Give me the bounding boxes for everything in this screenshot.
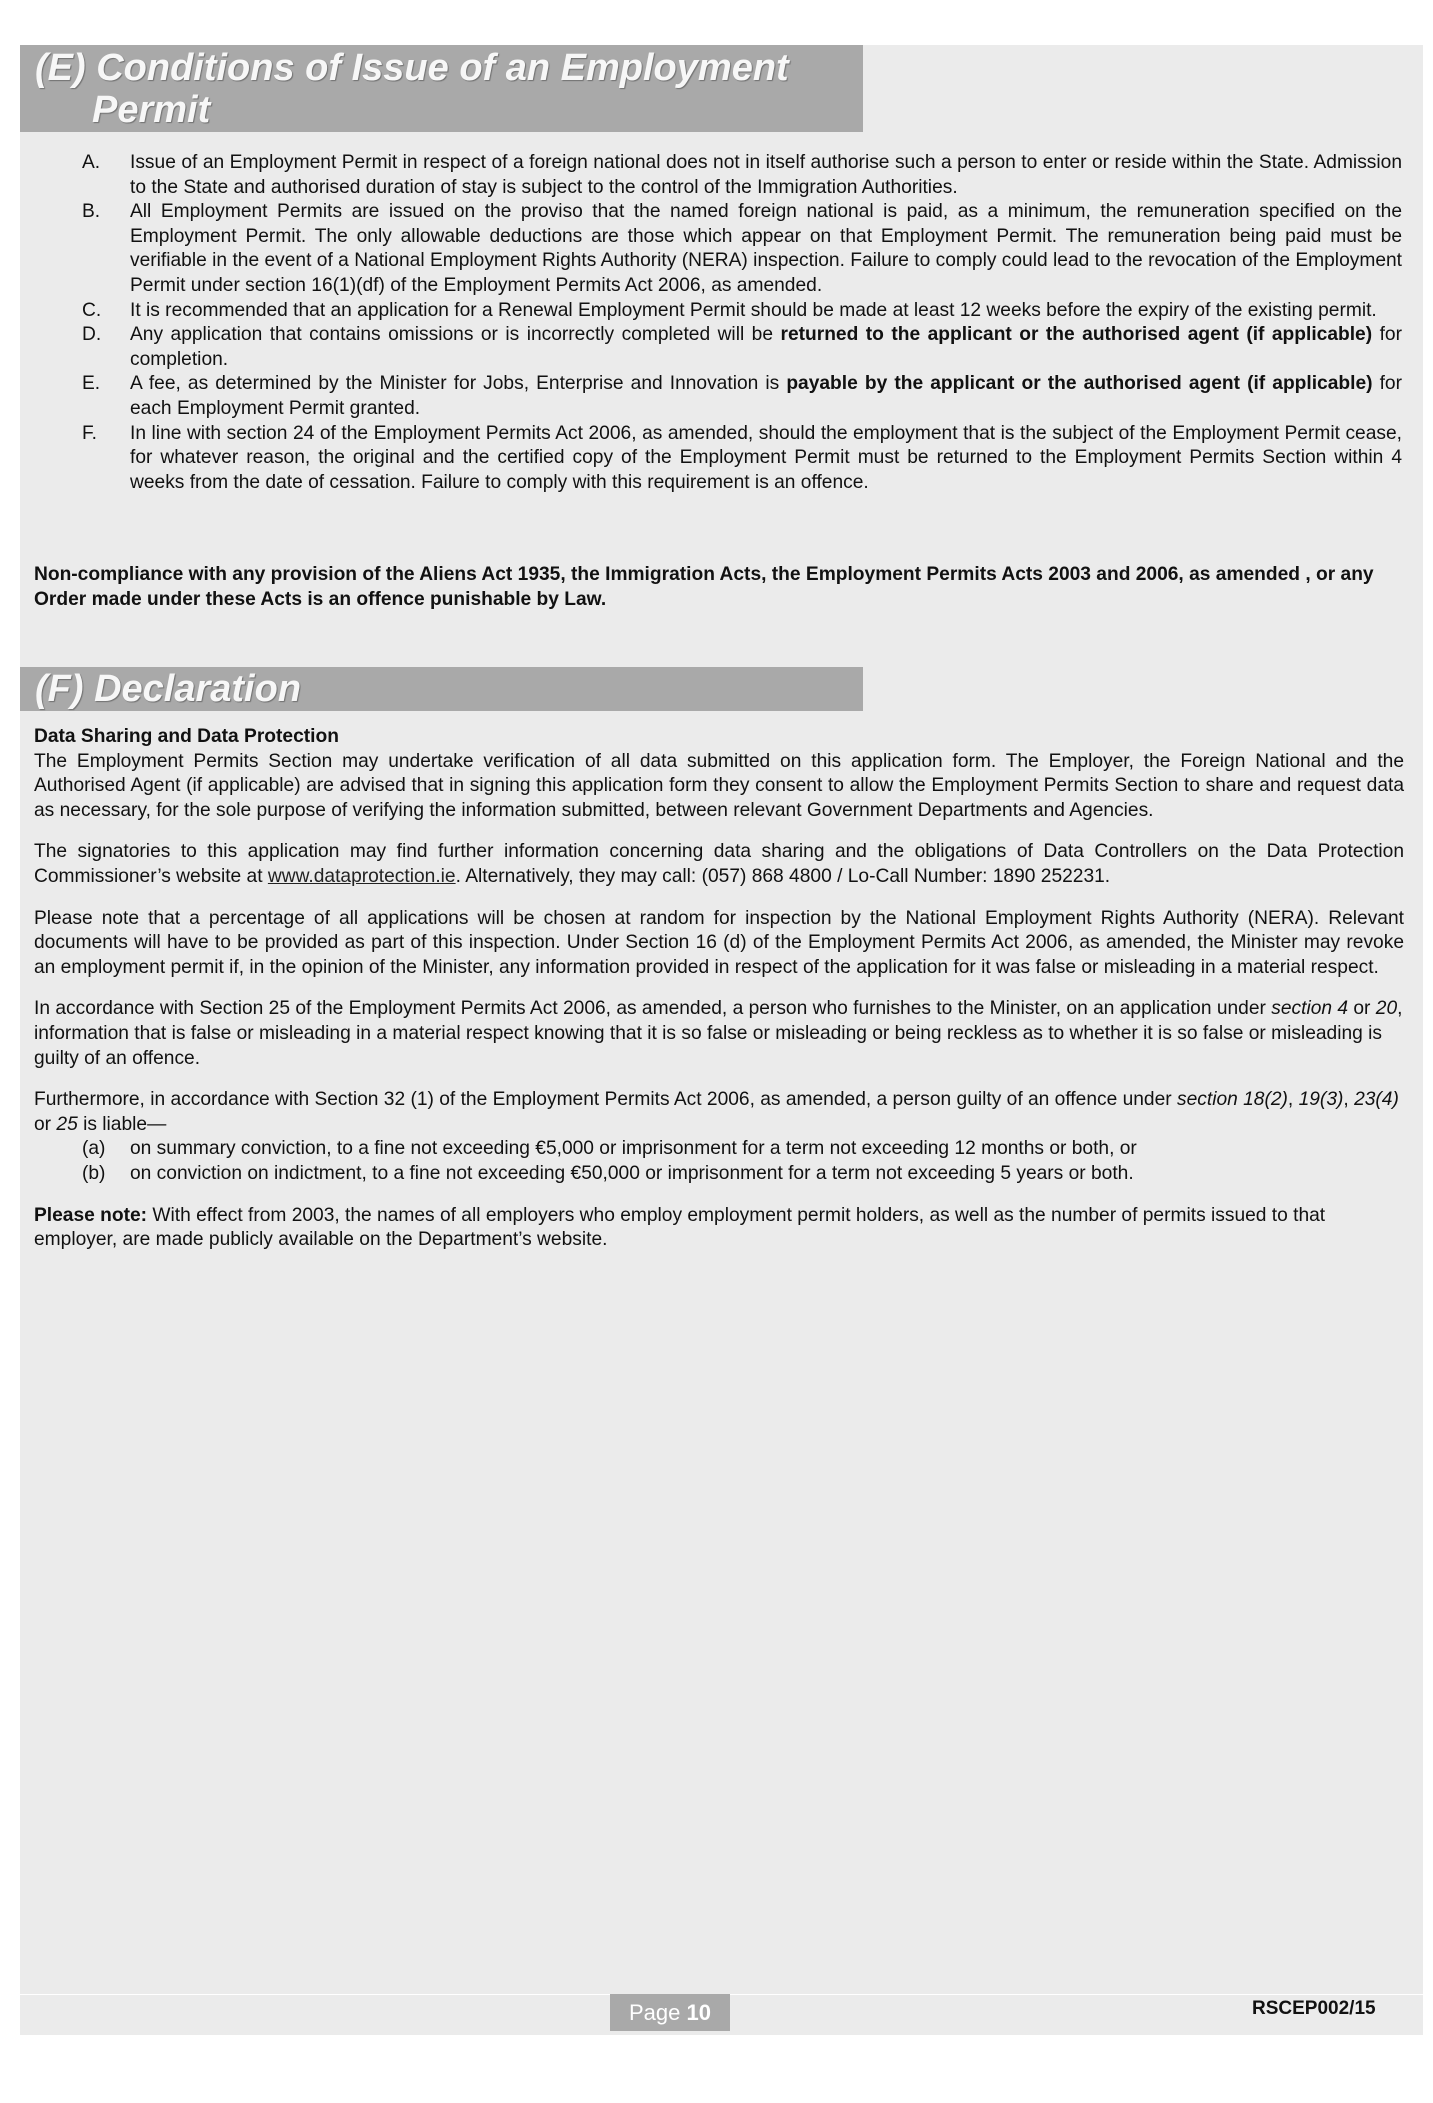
condition-letter: F. <box>82 422 97 444</box>
condition-letter: C. <box>82 299 102 321</box>
condition-bold-text: returned to the applicant or the authorised agent (if applicable) <box>780 324 1373 346</box>
data-protection-subheading: Data Sharing and Data Protection <box>34 726 339 747</box>
section-e-header <box>20 45 863 132</box>
please-note-paragraph <box>34 1204 1404 1253</box>
declaration-paragraph <box>34 1088 1404 1137</box>
declaration-paragraph <box>34 840 1404 889</box>
condition-text: All Employment Permits are issued on the proviso that the named foreign national is paid, as a minimum, the remuneration specified on the Employment Permit. The only allowable deductions are those which appear on that Employment Permit. The remuneration being paid must be verifiable in the event of a National Employment Rights Authority (NERA) inspection. Failure to comply could lead to the revocation of the Employment Permit under section 16(1)(df) of the Employment Permits Act 2006, as amended. <box>130 201 1402 296</box>
section-reference: 19(3) <box>1298 1089 1344 1111</box>
please-note-text: With effect from 2003, the names of all employers who employ employment permit holders, as well as the number of permits issued to that employer, are made publicly available on the Department’s website. <box>34 1204 1326 1251</box>
declaration-paragraph: Please note that a percentage of all applications will be chosen at random for inspection by the National Employment Rights Authority (NERA). Relevant documents will have to be provided as part of this inspection. Under Section 16 (d) of the Employment Permits Act 2006, as amended, the Minister may revoke an employment permit if, in the opinion of the Minister, any information provided in respect of the application for it was false or misleading in a material respect. <box>34 907 1404 978</box>
section-f-title: (F) Declaration <box>35 668 302 710</box>
data-protection-link[interactable]: www.dataprotection.ie <box>267 865 456 887</box>
condition-letter: E. <box>82 373 101 395</box>
page-number-badge <box>610 1994 730 2031</box>
section-reference: 20 <box>1375 998 1398 1020</box>
paragraph-text: , <box>1343 1089 1355 1111</box>
condition-item <box>82 323 1402 372</box>
condition-text: A fee, as determined by the Minister for Jobs, Enterprise and Innovation is <box>130 373 787 395</box>
page-label: Page <box>629 2000 687 2025</box>
condition-item <box>82 372 1402 421</box>
penalty-mark: (a) <box>82 1138 106 1160</box>
paragraph-text: is liable— <box>77 1113 167 1135</box>
declaration-body <box>34 725 1404 1270</box>
document-code: RSCEP002/15 <box>1252 1998 1376 2019</box>
penalty-item <box>34 1137 1404 1162</box>
condition-text-end: for each Employment Permit granted. <box>130 373 1402 419</box>
paragraph-text: or <box>1348 998 1376 1020</box>
condition-item <box>82 200 1402 298</box>
declaration-paragraph <box>34 997 1404 1071</box>
condition-text: Any application that contains omissions or is incorrectly completed will be <box>130 324 781 346</box>
paragraph-text-end: . Alternatively, they may call: (057) 868 4800 / Lo-Call Number: 1890 252231. <box>455 865 1111 887</box>
condition-letter: A. <box>82 152 101 173</box>
condition-text-end: for completion. <box>130 324 1402 370</box>
section-e-title-line1: (E) Conditions of Issue of an Employment <box>35 47 789 89</box>
penalty-text: on summary conviction, to a fine not exceeding €5,000 or imprisonment for a term not exceeding 12 months or both, or <box>130 1138 1137 1160</box>
section-f-header <box>20 667 863 711</box>
paragraph-text: In accordance with Section 25 of the Employment Permits Act 2006, as amended, a person who furnishes to the Minister, on an application under <box>34 998 1272 1020</box>
section-reference: 25 <box>56 1113 78 1135</box>
condition-item <box>82 422 1402 496</box>
paragraph-text: , <box>1287 1089 1299 1111</box>
condition-text: In line with section 24 of the Employment Permits Act 2006, as amended, should the employment that is the subject of the Employment Permit cease, for whatever reason, the original and the certified copy of the Employment Permit must be returned to the Employment Permits Section within 4 weeks from the date of cessation. Failure to comply with this requirement is an offence. <box>130 422 1402 493</box>
paragraph-text: or <box>34 1113 57 1135</box>
penalty-text: on conviction on indictment, to a fine not exceeding €50,000 or imprisonment for a term not exceeding 5 years or both. <box>130 1162 1134 1184</box>
section-reference: 23(4) <box>1354 1089 1399 1111</box>
legal-warning: Non-compliance with any provision of the Aliens Act 1935, the Immigration Acts, the Employment Permits Acts 2003 and 2006, as amended , or any Order made under these Acts is an offence punishable by Law. <box>34 564 1374 610</box>
declaration-paragraph: The Employment Permits Section may undertake verification of all data submitted on this application form. The Employer, the Foreign National and the Authorised Agent (if applicable) are advised that in signing this application form they consent to allow the Employment Permits Section to share and request data as necessary, for the sole purpose of verifying the information submitted, between relevant Government Departments and Agencies. <box>34 750 1404 821</box>
conditions-list <box>82 151 1402 495</box>
condition-text: Issue of an Employment Permit in respect of a foreign national does not in itself authorise such a person to enter or reside within the State. Admission to the State and authorised duration of stay is subject to the control of the Immigration Authorities. <box>130 152 1402 198</box>
paragraph-text: Furthermore, in accordance with Section 32 (1) of the Employment Permits Act 2006, as amended, a person guilty of an offence under <box>34 1089 1177 1111</box>
penalty-mark: (b) <box>82 1162 106 1184</box>
section-reference: section 18(2) <box>1177 1089 1288 1111</box>
condition-item <box>82 151 1402 200</box>
condition-bold-text: payable by the applicant or the authorised agent (if applicable) <box>786 373 1373 395</box>
section-e-title-line2: Permit <box>92 89 211 131</box>
please-note-label: Please note: <box>34 1204 148 1226</box>
condition-text: It is recommended that an application for a Renewal Employment Permit should be made at least 12 weeks before the expiry of the existing permit. <box>130 299 1377 321</box>
paragraph-text: The signatories to this application may find further information concerning data sharing and the obligations of Data Controllers on the Data Protection Commissioner’s website at <box>34 841 1404 887</box>
condition-letter: B. <box>82 201 101 223</box>
penalty-item <box>34 1162 1404 1187</box>
section-reference: section 4 <box>1271 998 1349 1020</box>
paragraph-text: , information that is false or misleading in a material respect knowing that it is so false or misleading or being reckless as to whether it is so false or misleading is guilty of an offence. <box>34 998 1403 1069</box>
condition-letter: D. <box>82 324 102 346</box>
condition-item <box>82 299 1402 324</box>
page-number: 10 <box>686 2000 711 2025</box>
